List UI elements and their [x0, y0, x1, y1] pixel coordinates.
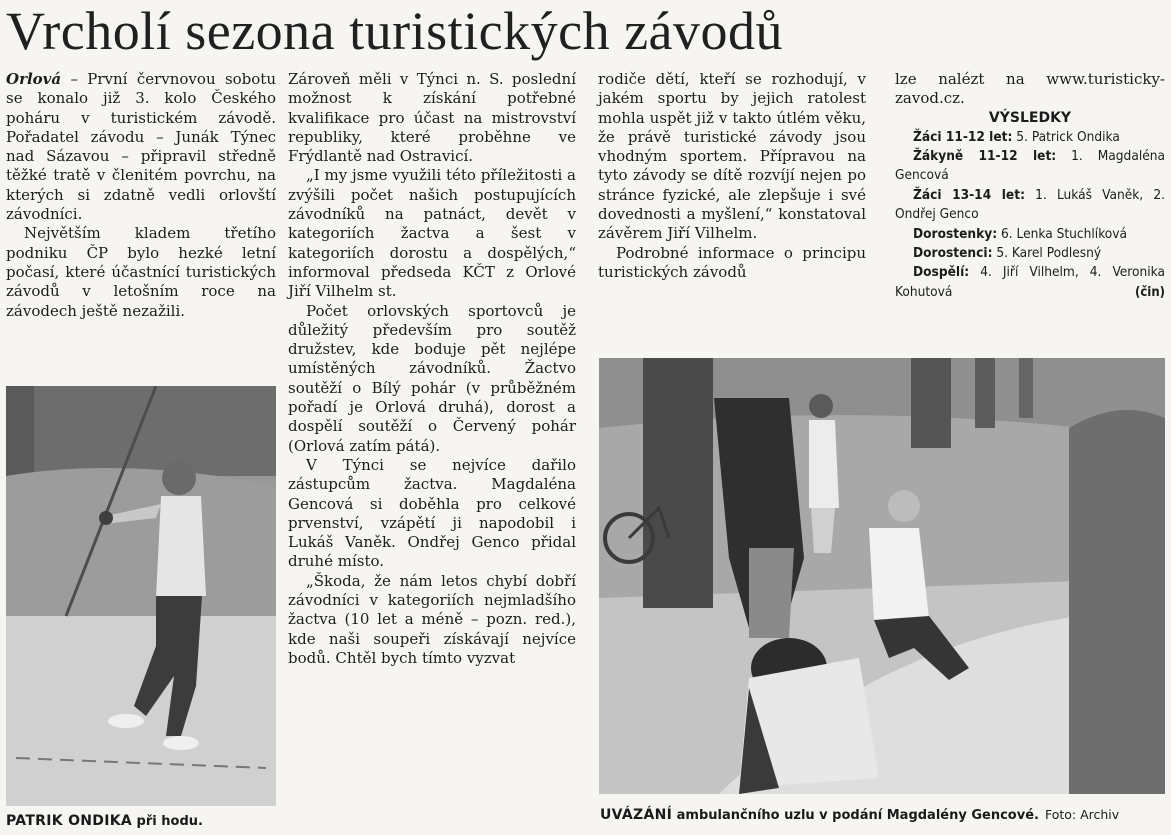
- photo-thrower: [6, 386, 276, 806]
- result-item: [895, 225, 1165, 244]
- paragraph: Zároveň měli v Týnci n. S. poslední možnost k získání potřebné kvalifikace pro účast na mistrovství republiky, které proběhne ve Frýdlantě nad Ostravicí.: [288, 70, 576, 166]
- result-category: Dospělí:: [913, 264, 970, 281]
- dateline: Orlová: [6, 70, 62, 88]
- caption-lead: UVÁZÁNÍ: [600, 807, 673, 823]
- result-category: Dorostenky:: [913, 225, 998, 242]
- article-column-2: [288, 70, 576, 668]
- result-category: Dorostenci:: [913, 245, 993, 262]
- result-category: Žáci 13-14 let:: [913, 186, 1025, 203]
- photo-knot-tying-caption: [600, 806, 1119, 825]
- result-text: 4. Jiří Vilhelm, 4. Veronika Kohutová: [895, 264, 1165, 300]
- result-item: [895, 244, 1165, 263]
- photo-knot-tying: [599, 358, 1165, 794]
- article-column-3: [598, 70, 866, 282]
- paragraph: [6, 70, 276, 224]
- result-text: 1. Magdaléna Gencová: [895, 148, 1165, 184]
- headline: Vrcholí sezona turistických závodů: [6, 1, 784, 61]
- paragraph: rodiče dětí, kteří se rozhodují, v jakém sportu by jejich ratolest mohla uspět již v takto útlém věku, že právě turistické závody jsou vhodným sportem. Přípravou na tyto závody se dítě rozvíjí nejen po stránce fyzické, ale zlepšuje i své dovednosti a myšlení,“ konstatoval závěrem Jiří Vilhelm.: [598, 70, 866, 243]
- paragraph-text: – První červnovou sobotu se konalo již 3. kolo Českého poháru v turistickém závodě. Pořadatel závodu – Junák Týnec nad Sázavou – připravil středně těžké tratě v členitém povrchu, na kterých si zdatně vedli orlovští závodníci.: [6, 70, 276, 224]
- paragraph: Počet orlovských sportovců je důležitý především pro soutěž družstev, kde boduje pět nejlépe umístěných závodníků. Žactvo soutěží o Bílý pohár (v průběžném pořadí je Orlová druhá), dorost a dospělí soutěží o Červený pohár (Orlová zatím pátá).: [288, 301, 576, 455]
- byline: (čin): [1135, 284, 1165, 300]
- result-item: [895, 147, 1165, 186]
- photo-thrower-image: [6, 386, 276, 806]
- result-text: 6. Lenka Stuchlíková: [997, 225, 1128, 242]
- result-text: 1. Lukáš Vaněk, 2. Ondřej Genco: [895, 186, 1166, 223]
- paragraph: V Týnci se nejvíce dařilo zástupcům žactva. Magdaléna Gencová si doběhla pro celkové prvenství, vzápětí ji napodobil i Lukáš Vaněk. Ondřej Genco přidal druhé místo.: [288, 455, 576, 571]
- photo-knot-tying-image: [599, 358, 1165, 794]
- result-text: 5. Patrick Ondika: [1012, 128, 1120, 145]
- photo-thrower-caption: [6, 812, 203, 831]
- result-item: [895, 263, 1165, 302]
- result-text: 5. Karel Podlesný: [992, 245, 1102, 262]
- caption-lead: PATRIK ONDIKA: [6, 813, 133, 829]
- article-column-1: [6, 70, 276, 321]
- results-list: [895, 128, 1165, 303]
- results-heading: VÝSLEDKY: [988, 109, 1072, 126]
- caption-text: ambulančního uzlu v podání Magdalény Gencové.: [672, 808, 1039, 823]
- photo-credit: Foto: Archiv: [1044, 807, 1120, 822]
- paragraph: „I my jsme využili této příležitosti a zvýšili počet našich postupujících závodníků na patnáct, devět v kategoriích žactva a šest v kategoriích dorostu a dospělých,“ informoval předseda KČT z Orlové Jiří Vilhelm st.: [288, 166, 576, 301]
- caption-text: při hodu.: [132, 814, 203, 829]
- paragraph: „Škoda, že nám letos chybí dobří závodníci v kategoriích nejmladšího žactva (10 let a méně – pozn. red.), kde naši soupeři získávají nejvíce bodů. Chtěl bych tímto vyzvat: [288, 571, 576, 667]
- article-column-4: [895, 70, 1165, 302]
- paragraph: lze nalézt na www.turisticky-zavod.cz.: [895, 70, 1165, 108]
- result-category: Žákyně 11-12 let:: [913, 148, 1057, 164]
- result-item: [895, 128, 1165, 147]
- paragraph: Podrobné informace o principu turistických závodů: [598, 243, 866, 281]
- paragraph: Největším kladem třetího podniku ČP bylo hezké letní počasí, které účastnící turistických závodů v letošním roce na závodech ještě nezažili.: [6, 224, 276, 320]
- result-category: Žáci 11-12 let:: [913, 128, 1013, 145]
- result-item: [895, 186, 1165, 225]
